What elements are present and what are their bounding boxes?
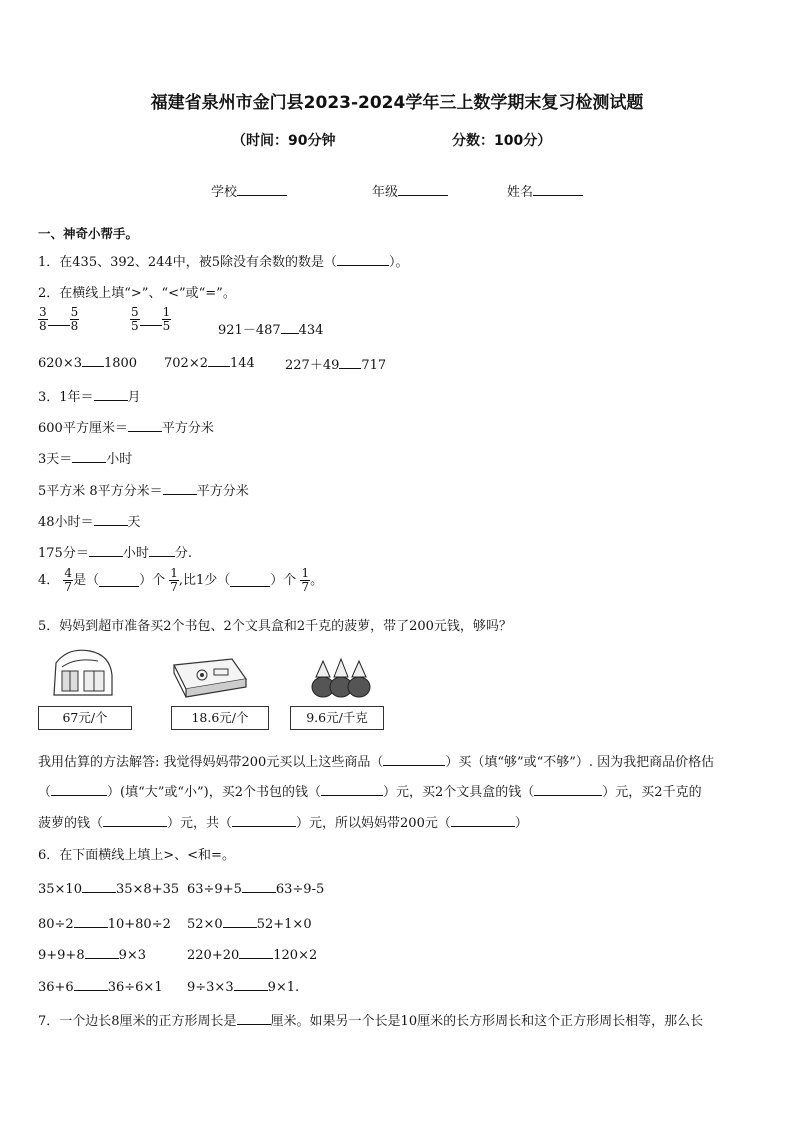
q5-answer-line-3 bbox=[38, 812, 528, 831]
q5-blank[interactable] bbox=[451, 814, 515, 827]
name-blank[interactable] bbox=[533, 183, 583, 196]
q5-blank[interactable] bbox=[534, 783, 602, 796]
q6-blank[interactable] bbox=[239, 946, 273, 959]
grade-field[interactable] bbox=[372, 181, 448, 200]
q3-text: 5平方米 8平方分米＝ bbox=[38, 484, 163, 499]
q3-line-5 bbox=[38, 511, 141, 530]
q6-blank[interactable] bbox=[74, 915, 108, 928]
expr-right: 63÷9-5 bbox=[275, 882, 325, 897]
q3-unit: 小时 bbox=[106, 452, 133, 467]
q5-text: 我用估算的方法解答: 我觉得妈妈带200元买以上这些商品（ bbox=[38, 755, 384, 770]
question-1 bbox=[38, 251, 409, 270]
q5-text: ）元，所以妈妈带200元（ bbox=[296, 816, 451, 831]
q5-blank[interactable] bbox=[103, 814, 167, 827]
q5-text: ）元，买2个文具盒的钱（ bbox=[383, 785, 535, 800]
q2-blank[interactable] bbox=[339, 356, 361, 369]
q4-text: ）个 bbox=[139, 573, 166, 588]
expr-right: 1800 bbox=[103, 356, 138, 371]
q3-blank[interactable] bbox=[94, 513, 128, 526]
name-label: 姓名 bbox=[507, 185, 534, 200]
q3-blank[interactable] bbox=[94, 388, 128, 401]
expr-right: 434 bbox=[298, 323, 324, 338]
q6-item bbox=[187, 978, 299, 995]
question-7 bbox=[38, 1010, 703, 1029]
expr-right: 9×1. bbox=[267, 980, 300, 995]
q5-text: （ bbox=[38, 785, 52, 800]
expr-left: 63÷9+5 bbox=[187, 882, 242, 897]
q6-blank[interactable] bbox=[234, 978, 268, 991]
question-4 bbox=[38, 567, 323, 594]
q2-row2-item bbox=[285, 354, 386, 373]
pencil-case-icon bbox=[164, 655, 249, 700]
expr-right: 36÷6×1 bbox=[107, 980, 163, 995]
question-5: 5．妈妈到超市准备买2个书包、2个文具盒和2千克的菠萝，带了200元钱，够吗？ bbox=[38, 619, 512, 634]
expr-left: 52×0 bbox=[187, 917, 223, 932]
name-field[interactable] bbox=[507, 181, 583, 200]
expr-left: 921－487 bbox=[218, 323, 281, 338]
school-field[interactable] bbox=[211, 181, 287, 200]
q2-blank[interactable] bbox=[208, 354, 230, 367]
q3-unit: 天 bbox=[127, 515, 141, 530]
expr-left: 9+9+8 bbox=[38, 948, 85, 963]
q3-text: 48小时＝ bbox=[38, 515, 94, 530]
q3-line-3 bbox=[38, 448, 132, 467]
q7-blank[interactable] bbox=[237, 1012, 271, 1025]
fraction: $\frac{1}{5}$ bbox=[162, 305, 171, 333]
expr-left: 220+20 bbox=[187, 948, 240, 963]
expr-left: 36+6 bbox=[38, 980, 74, 995]
q5-text: ） bbox=[514, 816, 528, 831]
q6-item bbox=[38, 946, 146, 963]
q3-line-1 bbox=[38, 386, 141, 405]
expr-right: 120×2 bbox=[273, 948, 318, 963]
expr-left: 9÷3×3 bbox=[187, 980, 234, 995]
school-blank[interactable] bbox=[237, 183, 287, 196]
pineapple-icon bbox=[306, 655, 376, 700]
question-2-intro: 2．在横线上填“>”、“<”或“=”。 bbox=[38, 286, 236, 301]
question-6-intro: 6．在下面横线上填上>、<和=。 bbox=[38, 848, 235, 863]
q2-fraction-compare-2 bbox=[130, 306, 171, 333]
q4-text: ,比1少（ bbox=[178, 573, 231, 588]
q3-text: 3．1年＝ bbox=[38, 390, 94, 405]
expr-right: 717 bbox=[361, 358, 387, 373]
fraction: $\frac{5}{8}$ bbox=[70, 305, 79, 333]
q3-blank[interactable] bbox=[89, 544, 123, 557]
q4-blank[interactable] bbox=[99, 574, 139, 587]
q3-unit: 平方分米 bbox=[161, 421, 214, 436]
expr-left: 620×3 bbox=[38, 356, 82, 371]
q3-text: 175分＝ bbox=[38, 546, 89, 561]
q2-row2-item bbox=[38, 354, 137, 371]
q3-line-4 bbox=[38, 480, 249, 499]
expr-left: 702×2 bbox=[164, 356, 208, 371]
q5-answer-line-1 bbox=[38, 751, 714, 770]
page-title: 福建省泉州市金门县2023-2024学年三上数学期末复习检测试题 bbox=[150, 93, 644, 113]
expr-left: 80÷2 bbox=[38, 917, 74, 932]
price-tag-pineapple: 9.6元/千克 bbox=[290, 706, 384, 730]
fraction: $\frac{1}{7}$ bbox=[170, 566, 178, 594]
q1-text: 1．在435、392、244中，被5除没有余数的数是（ bbox=[38, 255, 337, 270]
q6-item bbox=[187, 915, 312, 932]
section-heading: 一、神奇小帮手。 bbox=[38, 226, 139, 241]
q2-blank[interactable] bbox=[281, 321, 299, 334]
q2-row2-item bbox=[164, 354, 255, 371]
q3-text: 3天＝ bbox=[38, 452, 73, 467]
expr-right: 144 bbox=[229, 356, 255, 371]
fraction: $\frac{3}{8}$ bbox=[39, 305, 47, 333]
expr-left: 35×10 bbox=[38, 882, 82, 897]
fraction: $\frac{4}{7}$ bbox=[64, 566, 73, 594]
backpack-icon bbox=[48, 645, 118, 700]
q5-blank[interactable] bbox=[51, 783, 107, 796]
q2-blank[interactable] bbox=[82, 354, 104, 367]
q3-unit: 平方分米 bbox=[196, 484, 249, 499]
q5-blank[interactable] bbox=[383, 753, 445, 766]
expr-right: 52+1×0 bbox=[256, 917, 312, 932]
q6-blank[interactable] bbox=[82, 880, 116, 893]
q6-blank[interactable] bbox=[242, 880, 276, 893]
q4-text: ）个 bbox=[270, 573, 297, 588]
q3-unit: 分. bbox=[174, 546, 192, 561]
q1-text-end: ）。 bbox=[388, 255, 409, 270]
grade-label: 年级 bbox=[372, 185, 399, 200]
q4-blank[interactable] bbox=[230, 574, 270, 587]
expr-right: 35×8+35 bbox=[115, 882, 180, 897]
fraction: $\frac{1}{7}$ bbox=[301, 566, 310, 594]
q4-text: 。 bbox=[310, 573, 324, 588]
q3-unit: 月 bbox=[127, 390, 141, 405]
school-label: 学校 bbox=[211, 185, 238, 200]
q6-item bbox=[187, 880, 324, 897]
exam-time: （时间：90分钟 bbox=[232, 133, 336, 149]
q6-blank[interactable] bbox=[74, 978, 108, 991]
grade-blank[interactable] bbox=[398, 183, 448, 196]
q5-text: ）(填“大”或“小”)，买2个书包的钱（ bbox=[107, 785, 322, 800]
q3-blank[interactable] bbox=[72, 450, 106, 463]
q3-line-2 bbox=[38, 417, 214, 436]
expr-left: 227＋49 bbox=[285, 358, 340, 373]
q2-blank[interactable] bbox=[48, 313, 70, 326]
q7-text: 7．一个边长8厘米的正方形周长是 bbox=[38, 1014, 237, 1029]
price-tag-backpack: 67元/个 bbox=[38, 706, 132, 730]
q5-blank[interactable] bbox=[321, 783, 383, 796]
price-tag-pencil-case: 18.6元/个 bbox=[171, 706, 269, 730]
q3-text: 600平方厘米＝ bbox=[38, 421, 128, 436]
q3-blank[interactable] bbox=[163, 482, 197, 495]
q3-unit: 小时 bbox=[122, 546, 149, 561]
q5-text: ）买（填“够”或“不够”）. 因为我把商品价格估 bbox=[445, 755, 715, 770]
q2-fraction-compare-1 bbox=[38, 306, 79, 333]
q7-text: 厘米。如果另一个长是10厘米的长方形周长和这个正方形周长相等，那么长 bbox=[270, 1014, 704, 1029]
q3-blank[interactable] bbox=[128, 419, 162, 432]
q3-blank[interactable] bbox=[149, 544, 175, 557]
expr-right: 9×3 bbox=[118, 948, 147, 963]
q5-blank[interactable] bbox=[232, 814, 296, 827]
q6-item bbox=[38, 915, 171, 932]
q4-text: 是（ bbox=[73, 573, 100, 588]
q2-compare-3 bbox=[218, 319, 323, 338]
q1-blank[interactable] bbox=[337, 253, 389, 266]
q5-text: ）元，买2千克的 bbox=[602, 785, 702, 800]
q5-answer-line-2 bbox=[38, 781, 702, 800]
q4-number: 4． bbox=[38, 573, 60, 588]
q6-item bbox=[38, 978, 163, 995]
q6-item bbox=[187, 946, 317, 963]
expr-right: 10+80÷2 bbox=[107, 917, 171, 932]
q6-blank[interactable] bbox=[223, 915, 257, 928]
q3-line-6 bbox=[38, 542, 192, 561]
fraction: $\frac{5}{5}$ bbox=[131, 305, 139, 333]
q2-blank[interactable] bbox=[140, 313, 162, 326]
q5-text: ）元，共（ bbox=[167, 816, 233, 831]
q6-item bbox=[38, 880, 179, 897]
q5-text: 菠萝的钱（ bbox=[38, 816, 104, 831]
exam-score: 分数：100分） bbox=[452, 133, 552, 149]
q6-blank[interactable] bbox=[85, 946, 119, 959]
